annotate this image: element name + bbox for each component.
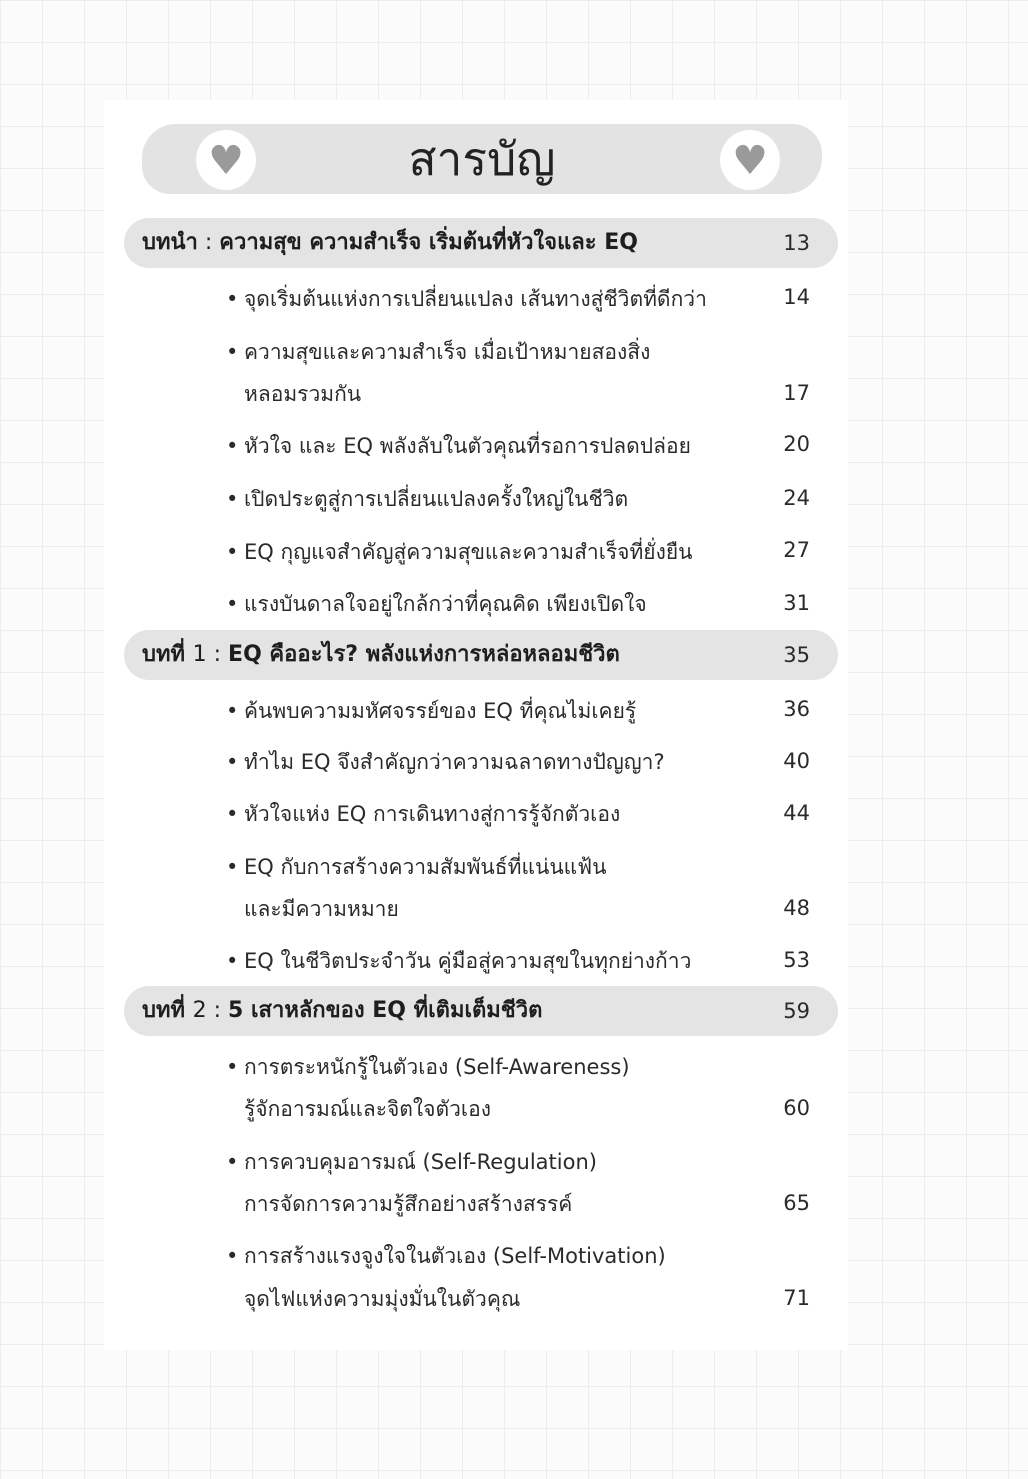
- toc-item[interactable]: [226, 588, 756, 621]
- bullet-icon: •: [226, 487, 239, 511]
- toc-item-text: การตระหนักรู้ในตัวเอง (Self-Awareness): [244, 1055, 630, 1079]
- toc-item-page: 71: [783, 1286, 810, 1310]
- toc-item-page: 65: [783, 1191, 810, 1215]
- page-title: สารบัญ: [408, 131, 556, 186]
- toc-item-text: ค้นพบความมหัศจรรย์ของ EQ ที่คุณไม่เคยรู้: [244, 699, 637, 723]
- toc-item[interactable]: [226, 1051, 756, 1084]
- bullet-icon: •: [226, 540, 239, 564]
- chapter-title[interactable]: [142, 218, 762, 268]
- toc-item[interactable]: [226, 336, 756, 369]
- chapter-number: 1: [192, 642, 207, 667]
- toc-item[interactable]: [226, 536, 756, 569]
- heart-icon: ♥: [208, 138, 244, 184]
- chapter-page-number: 13: [783, 231, 810, 255]
- toc-item-continuation: หลอมรวมกัน: [244, 382, 362, 406]
- toc-item[interactable]: [226, 695, 756, 728]
- toc-item-continuation: และมีความหมาย: [244, 897, 399, 921]
- toc-item[interactable]: [226, 798, 756, 831]
- toc-item-text: การสร้างแรงจูงใจในตัวเอง (Self-Motivation): [244, 1244, 666, 1268]
- toc-item-text: แรงบันดาลใจอยู่ใกล้กว่าที่คุณคิด เพียงเปิดใจ: [244, 592, 647, 616]
- chapter-page-number: 59: [783, 999, 810, 1023]
- chapter-heading: EQ คืออะไร? พลังแห่งการหล่อหลอมชีวิต: [228, 642, 620, 667]
- toc-item-page: 27: [783, 538, 810, 562]
- toc-item-page: 60: [783, 1096, 810, 1120]
- toc-item-page: 48: [783, 896, 810, 920]
- bullet-icon: •: [226, 949, 239, 973]
- toc-item[interactable]: [226, 1146, 756, 1179]
- toc-item-page: 53: [783, 948, 810, 972]
- bullet-icon: •: [226, 1244, 239, 1268]
- chapter-title[interactable]: [142, 630, 762, 680]
- bullet-icon: •: [226, 1055, 239, 1079]
- toc-item-continuation: จุดไฟแห่งความมุ่งมั่นในตัวคุณ: [244, 1287, 521, 1311]
- bullet-icon: •: [226, 434, 239, 458]
- toc-item[interactable]: [226, 945, 756, 978]
- toc-item-text: EQ ในชีวิตประจำวัน คู่มือสู่ความสุขในทุกย่างก้าว: [244, 949, 692, 973]
- bullet-icon: •: [226, 287, 239, 311]
- toc-item-page: 24: [783, 486, 810, 510]
- toc-item-text: EQ กุญแจสำคัญสู่ความสุขและความสำเร็จที่ยั่งยืน: [244, 540, 693, 564]
- chapter-label: บทที่: [142, 998, 185, 1023]
- toc-item[interactable]: [226, 1240, 756, 1273]
- bullet-icon: •: [226, 750, 239, 774]
- chapter-heading: 5 เสาหลักของ EQ ที่เติมเต็มชีวิต: [228, 998, 543, 1023]
- heart-icon: ♥: [732, 138, 768, 184]
- toc-item-page: 44: [783, 801, 810, 825]
- toc-item[interactable]: [226, 851, 756, 884]
- chapter-heading: ความสุข ความสำเร็จ เริ่มต้นที่หัวใจและ EQ: [219, 230, 638, 255]
- toc-item-text: การควบคุมอารมณ์ (Self-Regulation): [244, 1150, 597, 1174]
- toc-item-page: 20: [783, 432, 810, 456]
- bullet-icon: •: [226, 855, 239, 879]
- chapter-title[interactable]: [142, 986, 762, 1036]
- chapter-label: บทนำ: [142, 230, 198, 255]
- toc-item[interactable]: [226, 283, 756, 316]
- toc-item-text: ทำไม EQ จึงสำคัญกว่าความฉลาดทางปัญญา?: [244, 750, 665, 774]
- bullet-icon: •: [226, 340, 239, 364]
- chapter-separator: :: [197, 230, 220, 255]
- toc-item-text: หัวใจ และ EQ พลังลับในตัวคุณที่รอการปลดปล่อย: [244, 434, 691, 458]
- toc-item-page: 31: [783, 591, 810, 615]
- toc-item-text: เปิดประตูสู่การเปลี่ยนแปลงครั้งใหญ่ในชีวิต: [244, 487, 629, 511]
- toc-item-page: 17: [783, 381, 810, 405]
- chapter-separator: :: [206, 642, 229, 667]
- bullet-icon: •: [226, 802, 239, 826]
- toc-item-text: EQ กับการสร้างความสัมพันธ์ที่แน่นแฟ้น: [244, 855, 607, 879]
- bullet-icon: •: [226, 1150, 239, 1174]
- toc-item[interactable]: [226, 483, 756, 516]
- bullet-icon: •: [226, 592, 239, 616]
- chapter-page-number: 35: [783, 643, 810, 667]
- toc-item[interactable]: [226, 746, 756, 779]
- chapter-label: บทที่: [142, 642, 185, 667]
- toc-item-continuation: รู้จักอารมณ์และจิตใจตัวเอง: [244, 1097, 491, 1121]
- bullet-icon: •: [226, 699, 239, 723]
- toc-item-continuation: การจัดการความรู้สึกอย่างสร้างสรรค์: [244, 1192, 573, 1216]
- toc-item-page: 14: [783, 285, 810, 309]
- toc-item-text: ความสุขและความสำเร็จ เมื่อเป้าหมายสองสิ่ง: [244, 340, 651, 364]
- toc-item-page: 36: [783, 697, 810, 721]
- chapter-separator: :: [206, 998, 229, 1023]
- chapter-number: 2: [192, 998, 207, 1023]
- toc-item-text: หัวใจแห่ง EQ การเดินทางสู่การรู้จักตัวเอง: [244, 802, 621, 826]
- toc-item-page: 40: [783, 749, 810, 773]
- toc-item-text: จุดเริ่มต้นแห่งการเปลี่ยนแปลง เส้นทางสู่ชีวิตที่ดีกว่า: [244, 287, 707, 311]
- toc-item[interactable]: [226, 430, 756, 463]
